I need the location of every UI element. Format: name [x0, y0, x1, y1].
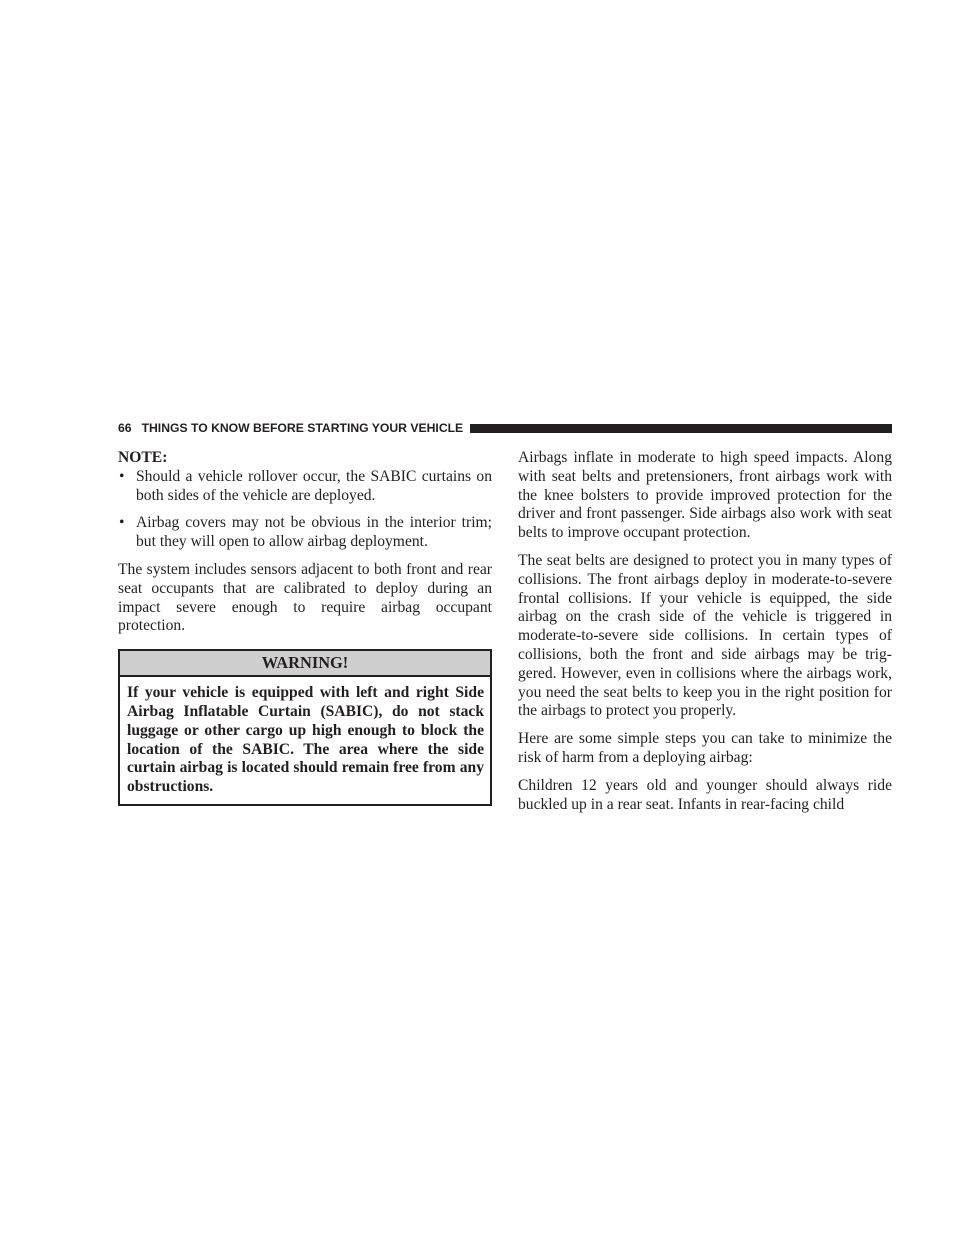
bullet-text: Airbag covers may not be obvious in the interior trim; but they will open to allow airbag deployment.	[136, 514, 492, 551]
warning-body: If your vehicle is equipped with left and right Side Airbag Inflatable Curtain (SABIC), do not stack luggage or other cargo up high enough to block the location of the SABIC. The area where the side curtain airbag is located should remain free from any obstructions.	[127, 684, 484, 796]
bullet-icon: •	[119, 467, 125, 485]
header-rule-bar	[470, 424, 892, 433]
body-paragraph: The system includes sensors adjacent to both front and rear seat occupants that are calibrated to deploy during an impact severe enough to require airbag occupant protection.	[118, 560, 492, 635]
body-paragraph: Airbags inflate in moderate to high speed impacts. Along with seat belts and pretensioners, front airbags work with the knee bolsters to provide improved protection for the driver and front passenger. Side airbags also work with seat belts to improve occupant protection.	[518, 449, 892, 542]
body-paragraph: Here are some simple steps you can take to minimize the risk of harm from a deploying airbag:	[518, 730, 892, 766]
note-heading: NOTE:	[118, 449, 168, 466]
running-title: THINGS TO KNOW BEFORE STARTING YOUR VEHICLE	[141, 421, 464, 435]
list-item	[118, 468, 492, 506]
body-paragraph: Children 12 years old and younger should always ride buckled up in a rear seat. Infants in rear-facing child	[518, 776, 892, 813]
body-paragraph: The seat belts are designed to protect you in many types of collisions. The front airbags deploy in moderate-to-severe frontal collisions. If your vehicle is equipped, the side airbag on the crash side of the vehicle is triggered in moderate-to-severe side collisions. In certain types of collisions, both the front and side airbags may be trig-gered. However, even in collisions where the airbags work, you need the seat belts to keep you in the right position for the airbags to protect you properly.	[518, 551, 892, 720]
right-column	[518, 449, 892, 823]
bullet-text: Should a vehicle rollover occur, the SABIC curtains on both sides of the vehicle are deployed.	[136, 467, 492, 504]
note-bullet-list	[118, 468, 492, 552]
left-column	[118, 449, 492, 806]
page-header	[118, 420, 892, 436]
bullet-icon: •	[119, 514, 125, 532]
list-item	[118, 514, 492, 552]
warning-title: WARNING!	[120, 651, 490, 677]
warning-box	[118, 649, 492, 806]
page-number: 66	[118, 421, 132, 435]
